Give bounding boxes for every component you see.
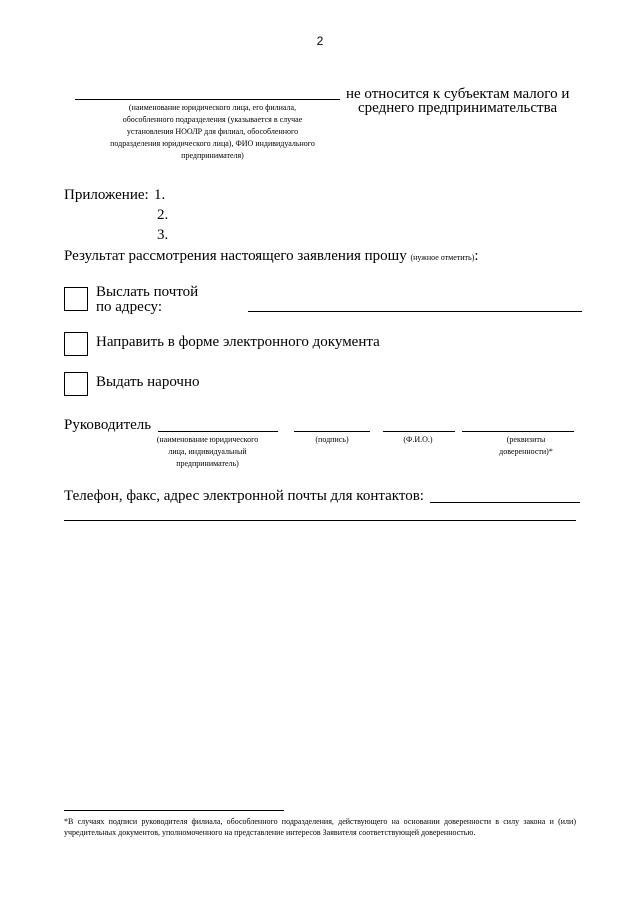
footnote-separator <box>64 810 284 811</box>
mail-checkbox[interactable] <box>64 287 88 311</box>
electronic-checkbox[interactable] <box>64 332 88 356</box>
mail-address-line[interactable] <box>248 311 582 312</box>
contacts-line-1[interactable] <box>430 502 580 503</box>
fio-hint: (Ф.И.О.) <box>403 435 433 444</box>
mail-option-label: Выслать почтой по адресу: <box>96 284 199 315</box>
attachments-label: Приложение: <box>64 187 149 203</box>
power-of-attorney-line[interactable] <box>462 431 574 432</box>
attachment-item-3: 3. <box>157 227 169 243</box>
electronic-option-label: Направить в форме электронного документа <box>96 334 380 350</box>
sme-status-line1: не относится к субъектам малого и <box>346 86 570 102</box>
applicant-name-hint: (наименование юридического лица, его филиала, обособленного подразделения (указывается в случае установления НООЛР для филиал, обособленного подразделения юридического лица), ФИО индивидуального предпринимателя) <box>110 103 315 160</box>
footnote-text: *В случаях подписи руководителя филиала, обособленного подразделения, действующего на основании доверенности в силу закона и (или) учредительных документов, уполномоченного на представление интересов Заявителя соответствующей доверенностью. <box>64 817 576 837</box>
in-person-checkbox[interactable] <box>64 372 88 396</box>
result-request-text: Результат рассмотрения настоящего заявления прошу (нужное отметить): <box>64 248 479 264</box>
signature-hint: (подпись) <box>315 435 349 444</box>
power-of-attorney-hint: (реквизиты доверенности)* <box>499 435 553 456</box>
contacts-label: Телефон, факс, адрес электронной почты для контактов: <box>64 488 424 504</box>
head-name-hint: (наименование юридического лица, индивидуальный предприниматель) <box>156 435 259 468</box>
page-number: 2 <box>316 34 324 48</box>
attachment-item-1: 1. <box>154 187 166 203</box>
applicant-name-line[interactable] <box>75 99 340 100</box>
signature-line[interactable] <box>294 431 370 432</box>
head-label: Руководитель <box>64 417 152 433</box>
in-person-option-label: Выдать нарочно <box>96 374 200 390</box>
contacts-line-2[interactable] <box>64 520 576 521</box>
head-name-line[interactable] <box>158 431 278 432</box>
attachment-item-2: 2. <box>157 207 169 223</box>
sme-status-line2: среднего предпринимательства <box>358 100 558 116</box>
fio-line[interactable] <box>383 431 455 432</box>
